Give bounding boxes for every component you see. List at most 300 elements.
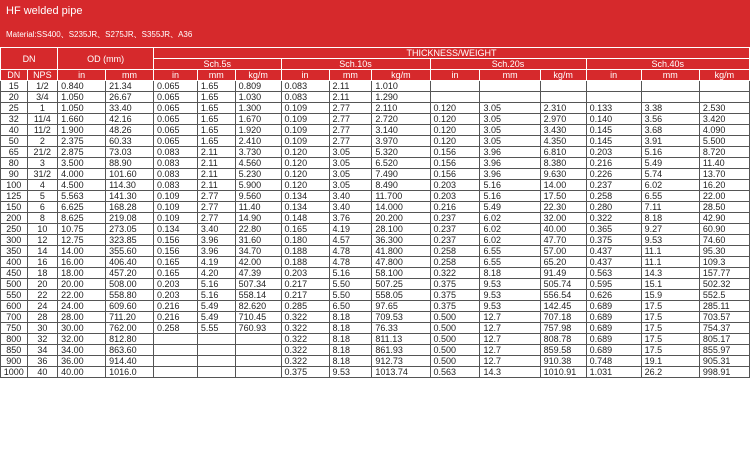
table-cell: 28.50 [699, 202, 749, 213]
table-cell: 910.38 [540, 356, 586, 367]
table-cell: 17.5 [641, 345, 699, 356]
table-cell: 0.375 [430, 290, 480, 301]
table-cell [235, 334, 281, 345]
table-cell: 5.49 [197, 301, 235, 312]
table-cell: 1.660 [58, 114, 106, 125]
table-cell: 82.620 [235, 301, 281, 312]
table-cell: 12.7 [480, 334, 540, 345]
table-cell: 3.05 [480, 103, 540, 114]
table-cell: 47.800 [372, 257, 430, 268]
table-cell: 0.065 [154, 81, 198, 92]
table-cell: 3.96 [197, 246, 235, 257]
table-cell: 2.970 [540, 114, 586, 125]
table-cell: 0.133 [586, 103, 641, 114]
table-cell: 5.50 [329, 290, 372, 301]
table-cell: 5 [27, 191, 58, 202]
table-cell: 9.53 [641, 235, 699, 246]
table-cell: 808.78 [540, 334, 586, 345]
table-cell: 2.110 [372, 103, 430, 114]
table-cell: 8.18 [329, 345, 372, 356]
sch10s-header: Sch.10s [281, 59, 430, 70]
table-cell: 3.730 [235, 147, 281, 158]
table-cell: 30 [27, 323, 58, 334]
table-cell: 5.320 [372, 147, 430, 158]
unit-header-cell: kg/m [235, 70, 281, 81]
table-cell: 0.840 [58, 81, 106, 92]
unit-header-cell: DN [1, 70, 28, 81]
table-cell: 0.689 [586, 301, 641, 312]
table-cell: 9.27 [641, 224, 699, 235]
table-cell: 200 [1, 213, 28, 224]
table-cell: 0.217 [281, 279, 329, 290]
table-cell: 0.595 [586, 279, 641, 290]
table-cell: 157.77 [699, 268, 749, 279]
table-cell: 12.75 [58, 235, 106, 246]
table-cell: 10.75 [58, 224, 106, 235]
table-cell: 0.322 [281, 356, 329, 367]
table-cell: 710.45 [235, 312, 281, 323]
table-cell: 0.500 [430, 345, 480, 356]
table-cell: 3.05 [480, 136, 540, 147]
table-cell: 0.203 [154, 290, 198, 301]
material-line: Material:SS400、S235JR、S275JR、S355JR、A36 [6, 30, 193, 39]
table-cell: 95.30 [699, 246, 749, 257]
table-cell: 812.80 [106, 334, 154, 345]
table-cell: 0.500 [430, 356, 480, 367]
table-cell: 754.37 [699, 323, 749, 334]
table-cell: 0.500 [430, 334, 480, 345]
table-cell: 914.40 [106, 356, 154, 367]
table-cell: 0.109 [281, 125, 329, 136]
table-cell: 0.109 [281, 103, 329, 114]
table-cell: 457.20 [106, 268, 154, 279]
table-cell: 0.180 [281, 235, 329, 246]
unit-header-cell: in [154, 70, 198, 81]
table-cell: 3 [27, 158, 58, 169]
table-cell: 0.689 [586, 345, 641, 356]
table-row [1, 158, 750, 169]
table-cell: 0.109 [154, 202, 198, 213]
table-cell: 5.500 [699, 136, 749, 147]
table-cell: 0.188 [281, 246, 329, 257]
table-row [1, 334, 750, 345]
table-cell: 2 [27, 136, 58, 147]
table-cell: 22.80 [235, 224, 281, 235]
table-cell: 2.11 [329, 81, 372, 92]
table-cell: 16.00 [58, 257, 106, 268]
table-cell: 0.217 [281, 290, 329, 301]
table-cell: 861.93 [372, 345, 430, 356]
table-cell: 142.45 [540, 301, 586, 312]
table-cell: 3.56 [641, 114, 699, 125]
sch5s-header: Sch.5s [154, 59, 282, 70]
table-cell: 0.322 [430, 268, 480, 279]
table-cell: 0.109 [281, 114, 329, 125]
table-cell: 2.77 [329, 114, 372, 125]
table-cell: 707.18 [540, 312, 586, 323]
table-row [1, 81, 750, 92]
table-cell: 31.60 [235, 235, 281, 246]
table-cell: 18.00 [58, 268, 106, 279]
table-cell: 26.67 [106, 92, 154, 103]
table-cell [197, 334, 235, 345]
sch40s-header: Sch.40s [586, 59, 749, 70]
table-cell: 323.85 [106, 235, 154, 246]
table-row [1, 114, 750, 125]
table-cell: 1.010 [372, 81, 430, 92]
table-cell: 32 [1, 114, 28, 125]
table-cell: 31/2 [27, 169, 58, 180]
table-cell: 4.350 [540, 136, 586, 147]
table-cell: 2.310 [540, 103, 586, 114]
table-cell: 0.285 [281, 301, 329, 312]
table-cell: 2.720 [372, 114, 430, 125]
table-cell: 0.375 [430, 279, 480, 290]
table-cell: 711.20 [106, 312, 154, 323]
table-row [1, 323, 750, 334]
table-cell: 2.77 [329, 103, 372, 114]
table-cell: 550 [1, 290, 28, 301]
table-cell: 500 [1, 279, 28, 290]
table-cell: 5.55 [197, 323, 235, 334]
table-cell: 0.258 [586, 191, 641, 202]
unit-header-cell: in [281, 70, 329, 81]
table-cell: 47.70 [540, 235, 586, 246]
table-cell: 6.50 [329, 301, 372, 312]
table-cell: 17.5 [641, 323, 699, 334]
table-cell: 5.16 [480, 191, 540, 202]
table-cell: 20 [27, 279, 58, 290]
table-cell: 47.39 [235, 268, 281, 279]
table-cell: 22.00 [58, 290, 106, 301]
table-cell: 0.120 [281, 147, 329, 158]
table-cell [197, 367, 235, 378]
table-cell: 26.2 [641, 367, 699, 378]
table-row [1, 279, 750, 290]
table-cell: 3.38 [641, 103, 699, 114]
table-cell: 0.216 [430, 202, 480, 213]
table-cell: 2.11 [197, 180, 235, 191]
table-cell: 13.70 [699, 169, 749, 180]
table-cell: 0.065 [154, 114, 198, 125]
table-cell: 57.00 [540, 246, 586, 257]
table-cell: 0.237 [430, 224, 480, 235]
table-cell: 8.18 [329, 356, 372, 367]
table-cell: 556.54 [540, 290, 586, 301]
table-cell: 0.120 [281, 180, 329, 191]
table-cell: 0.258 [154, 323, 198, 334]
table-cell: 1.65 [197, 92, 235, 103]
table-row [1, 301, 750, 312]
table-cell: 90 [1, 169, 28, 180]
unit-header-cell: kg/m [372, 70, 430, 81]
table-cell: 0.109 [281, 136, 329, 147]
table-cell: 74.60 [699, 235, 749, 246]
table-cell: 5.16 [480, 180, 540, 191]
table-cell: 0.237 [586, 180, 641, 191]
table-cell: 24.00 [58, 301, 106, 312]
table-cell: 3.500 [58, 158, 106, 169]
table-cell: 3.40 [329, 202, 372, 213]
table-cell: 1.050 [58, 92, 106, 103]
table-cell: 5.49 [197, 312, 235, 323]
table-cell: 0.258 [430, 257, 480, 268]
table-cell: 6.55 [480, 257, 540, 268]
table-cell: 150 [1, 202, 28, 213]
table-cell: 8.18 [329, 323, 372, 334]
table-cell: 36.00 [58, 356, 106, 367]
table-cell: 1.050 [58, 103, 106, 114]
table-cell: 48.26 [106, 125, 154, 136]
table-cell: 6.55 [480, 246, 540, 257]
table-cell: 1.670 [235, 114, 281, 125]
od-group-header: OD (mm) [58, 48, 154, 70]
table-cell: 905.31 [699, 356, 749, 367]
table-cell: 9.630 [540, 169, 586, 180]
table-cell: 0.120 [281, 169, 329, 180]
table-cell: 400 [1, 257, 28, 268]
table-cell: 0.226 [586, 169, 641, 180]
table-row [1, 257, 750, 268]
table-cell: 0.156 [154, 246, 198, 257]
table-cell: 1.65 [197, 103, 235, 114]
table-cell: 1.030 [235, 92, 281, 103]
table-cell: 28.00 [58, 312, 106, 323]
table-cell: 7.490 [372, 169, 430, 180]
table-cell: 1.900 [58, 125, 106, 136]
table-cell: 15.1 [641, 279, 699, 290]
table-cell: 2.375 [58, 136, 106, 147]
table-cell: 0.120 [281, 158, 329, 169]
table-cell: 3.40 [329, 191, 372, 202]
unit-header-row [1, 70, 750, 81]
table-cell: 42.16 [106, 114, 154, 125]
table-cell: 1.65 [197, 125, 235, 136]
table-cell: 36.300 [372, 235, 430, 246]
table-cell: 1010.91 [540, 367, 586, 378]
table-cell: 22.30 [540, 202, 586, 213]
table-cell: 6.810 [540, 147, 586, 158]
table-cell: 0.626 [586, 290, 641, 301]
table-cell: 2.77 [329, 136, 372, 147]
table-cell: 8.380 [540, 158, 586, 169]
unit-header-cell: mm [641, 70, 699, 81]
table-cell: 0.065 [154, 125, 198, 136]
table-cell: 998.91 [699, 367, 749, 378]
table-cell: 5.49 [641, 158, 699, 169]
table-cell: 20 [1, 92, 28, 103]
table-cell [235, 367, 281, 378]
table-cell: 14.00 [58, 246, 106, 257]
table-cell: 8 [27, 213, 58, 224]
table-cell: 0.165 [154, 268, 198, 279]
table-cell: 1.290 [372, 92, 430, 103]
table-cell: 2.11 [197, 169, 235, 180]
table-cell: 558.14 [235, 290, 281, 301]
table-cell: 9.53 [480, 290, 540, 301]
table-cell: 28 [27, 312, 58, 323]
table-cell: 2.77 [197, 213, 235, 224]
table-cell: 0.145 [586, 125, 641, 136]
table-cell: 4.57 [329, 235, 372, 246]
table-cell: 0.216 [586, 158, 641, 169]
table-cell: 2.410 [235, 136, 281, 147]
table-cell: 17.5 [641, 312, 699, 323]
table-cell: 0.120 [430, 114, 480, 125]
table-cell: 58.100 [372, 268, 430, 279]
table-cell [154, 367, 198, 378]
table-cell: 16.20 [699, 180, 749, 191]
table-cell: 0.375 [281, 367, 329, 378]
table-cell: 2.530 [699, 103, 749, 114]
table-cell: 9.53 [480, 279, 540, 290]
table-cell: 8.18 [329, 334, 372, 345]
table-cell: 5.50 [329, 279, 372, 290]
table-cell: 30.00 [58, 323, 106, 334]
table-cell: 800 [1, 334, 28, 345]
table-cell: 40 [27, 367, 58, 378]
table-cell: 25 [1, 103, 28, 114]
table-cell: 109.3 [699, 257, 749, 268]
table-cell: 8.18 [480, 268, 540, 279]
table-cell [540, 81, 586, 92]
table-row [1, 169, 750, 180]
table-row [1, 268, 750, 279]
table-cell: 0.748 [586, 356, 641, 367]
table-cell: 3.96 [197, 235, 235, 246]
table-cell: 12.7 [480, 312, 540, 323]
table-cell: 811.13 [372, 334, 430, 345]
table-cell: 100 [1, 180, 28, 191]
table-cell: 0.065 [154, 136, 198, 147]
table-cell: 0.165 [281, 224, 329, 235]
table-cell: 60.33 [106, 136, 154, 147]
table-cell: 3.430 [540, 125, 586, 136]
table-cell [641, 92, 699, 103]
table-cell: 709.53 [372, 312, 430, 323]
table-row [1, 103, 750, 114]
table-row [1, 345, 750, 356]
table-cell: 15.9 [641, 290, 699, 301]
table-cell: 11/4 [27, 114, 58, 125]
unit-header-cell: in [586, 70, 641, 81]
table-cell: 40.00 [58, 367, 106, 378]
table-cell: 3.05 [480, 125, 540, 136]
table-row [1, 246, 750, 257]
table-cell: 2.11 [329, 92, 372, 103]
table-cell: 2.11 [197, 147, 235, 158]
table-cell: 4.19 [329, 224, 372, 235]
table-cell: 805.17 [699, 334, 749, 345]
unit-header-cell: kg/m [699, 70, 749, 81]
pipe-spec-table [0, 47, 750, 378]
table-cell: 6.520 [372, 158, 430, 169]
table-cell [235, 356, 281, 367]
table-cell: 350 [1, 246, 28, 257]
table-cell: 0.689 [586, 312, 641, 323]
table-cell: 0.120 [430, 125, 480, 136]
table-cell: 5.563 [58, 191, 106, 202]
table-cell: 0.322 [281, 323, 329, 334]
table-cell: 0.437 [586, 246, 641, 257]
table-cell: 6.55 [641, 191, 699, 202]
table-cell: 760.93 [235, 323, 281, 334]
table-cell: 22 [27, 290, 58, 301]
table-cell: 5.49 [480, 202, 540, 213]
table-cell: 14.90 [235, 213, 281, 224]
table-cell: 0.083 [154, 169, 198, 180]
table-cell [586, 92, 641, 103]
table-cell: 912.73 [372, 356, 430, 367]
table-row [1, 125, 750, 136]
table-cell: 3.140 [372, 125, 430, 136]
table-cell: 0.203 [430, 191, 480, 202]
table-cell: 0.203 [281, 268, 329, 279]
table-cell: 1/2 [27, 81, 58, 92]
table-row [1, 235, 750, 246]
dn-group-header: DN [1, 48, 58, 70]
table-cell: 5.74 [641, 169, 699, 180]
table-cell: 507.25 [372, 279, 430, 290]
table-cell: 0.689 [586, 334, 641, 345]
table-cell: 2.11 [197, 158, 235, 169]
table-cell: 850 [1, 345, 28, 356]
table-cell: 19.1 [641, 356, 699, 367]
table-cell: 0.156 [154, 235, 198, 246]
table-cell: 0.203 [586, 147, 641, 158]
table-row [1, 312, 750, 323]
table-cell: 168.28 [106, 202, 154, 213]
table-cell: 33.40 [106, 103, 154, 114]
table-cell: 3.05 [329, 158, 372, 169]
table-cell: 6.02 [641, 180, 699, 191]
page-title: HF welded pipe [6, 5, 83, 17]
table-cell: 600 [1, 301, 28, 312]
table-cell: 558.05 [372, 290, 430, 301]
table-cell: 5.16 [197, 290, 235, 301]
table-cell [197, 356, 235, 367]
table-cell: 0.258 [430, 246, 480, 257]
table-cell: 3.68 [641, 125, 699, 136]
table-cell: 3/4 [27, 92, 58, 103]
table-cell: 0.563 [586, 268, 641, 279]
table-cell: 0.375 [430, 301, 480, 312]
unit-header-cell: NPS [27, 70, 58, 81]
table-cell: 450 [1, 268, 28, 279]
table-cell: 20.00 [58, 279, 106, 290]
table-cell [197, 345, 235, 356]
table-cell: 101.60 [106, 169, 154, 180]
table-cell: 114.30 [106, 180, 154, 191]
table-cell: 703.57 [699, 312, 749, 323]
table-cell: 125 [1, 191, 28, 202]
table-cell: 14.000 [372, 202, 430, 213]
table-cell: 20.200 [372, 213, 430, 224]
table-cell: 507.34 [235, 279, 281, 290]
table-cell: 65 [1, 147, 28, 158]
table-cell: 2.77 [197, 191, 235, 202]
table-cell: 4.500 [58, 180, 106, 191]
table-row [1, 180, 750, 191]
table-cell: 0.689 [586, 323, 641, 334]
table-cell: 40.00 [540, 224, 586, 235]
table-cell: 0.065 [154, 92, 198, 103]
table-cell: 1 [27, 103, 58, 114]
table-cell: 508.00 [106, 279, 154, 290]
table-cell: 0.280 [586, 202, 641, 213]
table-cell: 65.20 [540, 257, 586, 268]
table-cell: 2.77 [329, 125, 372, 136]
